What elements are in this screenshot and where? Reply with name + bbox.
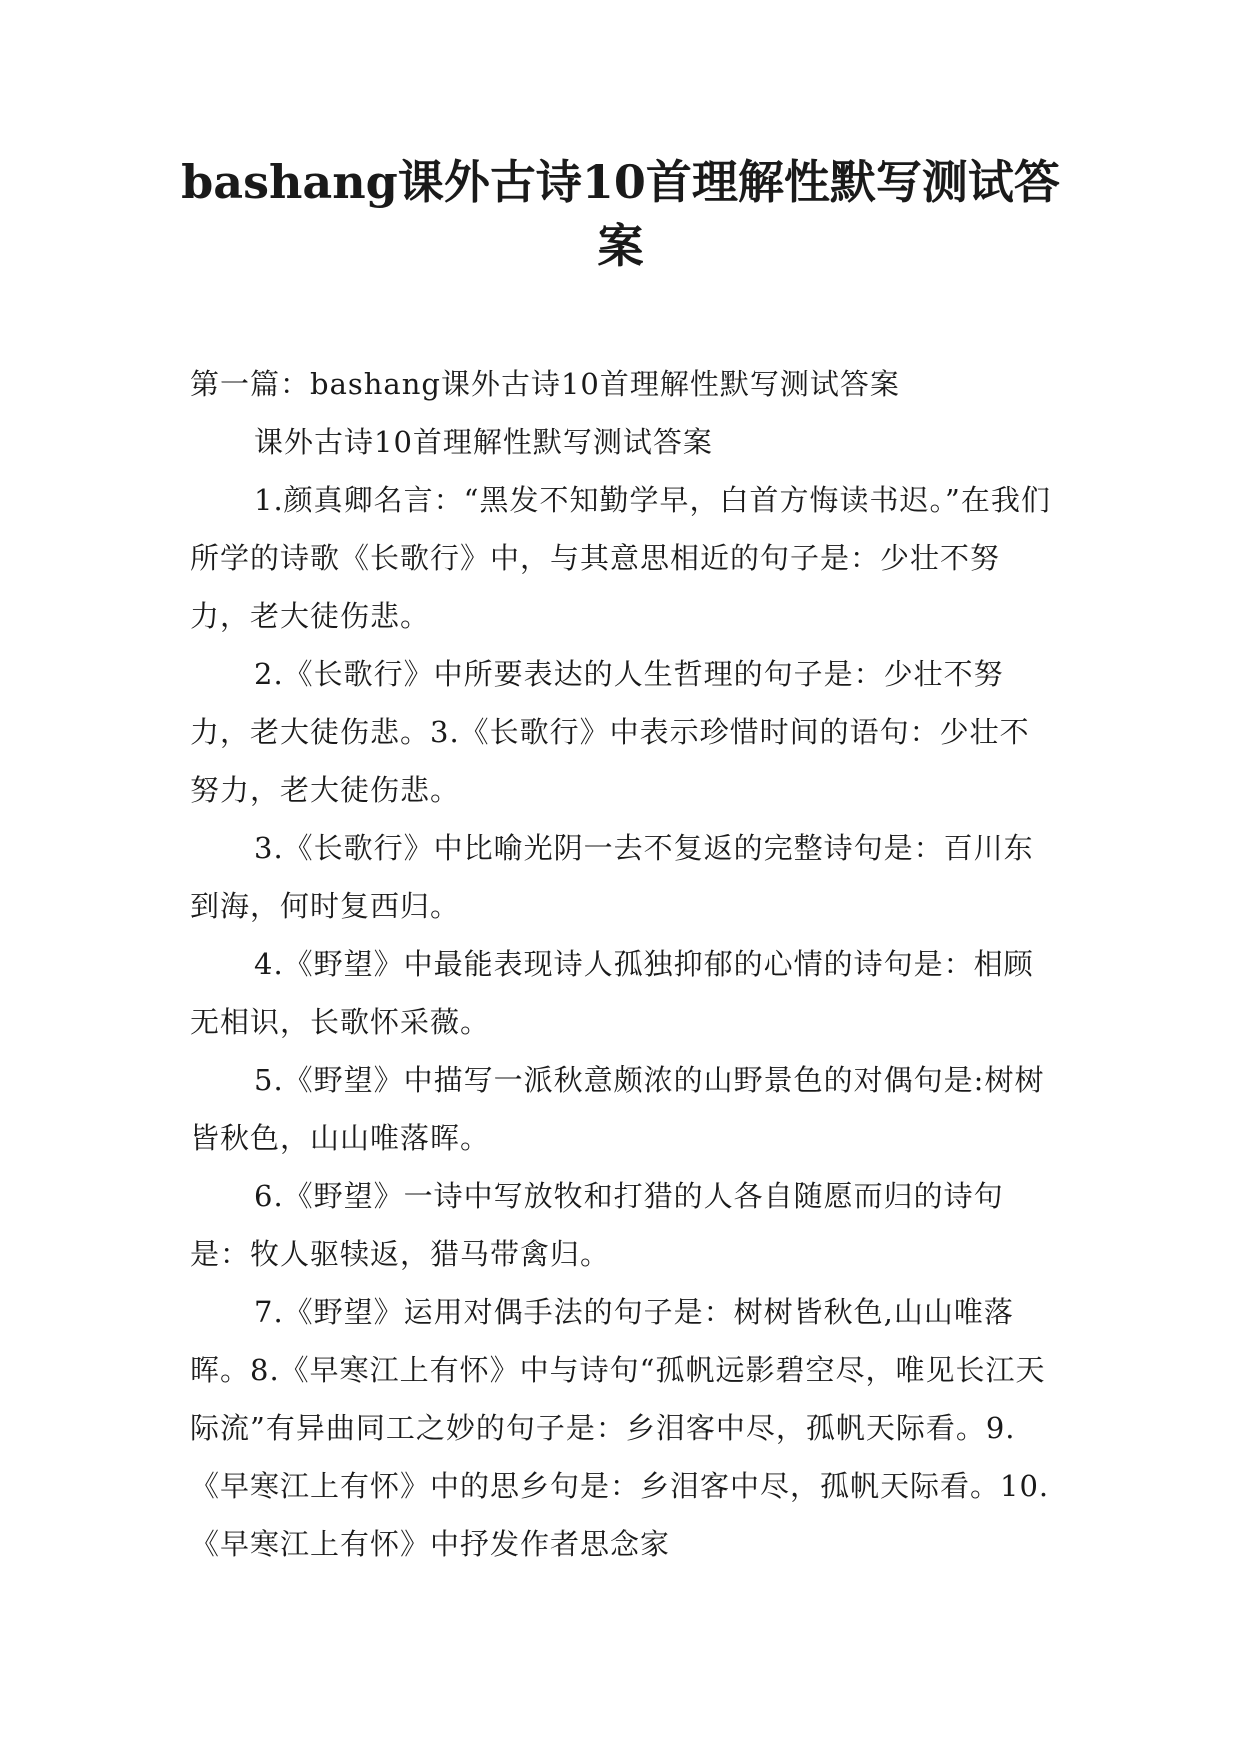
paragraph-4: 4.《野望》中最能表现诗人孤独抑郁的心情的诗句是：相顾无相识，长歌怀采薇。 xyxy=(190,947,1034,1039)
document-body xyxy=(190,355,1052,1573)
paragraph-5: 5.《野望》中描写一派秋意颇浓的山野景色的对偶句是:树树皆秋色，山山唯落晖。 xyxy=(190,1063,1045,1155)
section-heading: 第一篇：bashang课外古诗10首理解性默写测试答案 xyxy=(190,367,900,401)
title-line-1: bashang课外古诗10首理解性默写测试答 xyxy=(181,155,1060,209)
subtitle: 课外古诗10首理解性默写测试答案 xyxy=(254,425,713,459)
document-title xyxy=(150,150,1091,278)
paragraph-7: 7.《野望》运用对偶手法的句子是：树树皆秋色,山山唯落晖。8.《早寒江上有怀》中与诗句“孤帆远影碧空尽，唯见长江天际流”有异曲同工之妙的句子是：乡泪客中尽，孤帆天际看。9.《早寒江上有怀》中的思乡句是：乡泪客中尽，孤帆天际看。10.《早寒江上有怀》中抒发作者思念家 xyxy=(190,1295,1050,1561)
title-line-2: 案 xyxy=(597,219,644,273)
paragraph-2: 2.《长歌行》中所要表达的人生哲理的句子是：少壮不努力，老大徒伤悲。3.《长歌行》中表示珍惜时间的语句：少壮不努力，老大徒伤悲。 xyxy=(190,657,1030,807)
paragraph-3: 3.《长歌行》中比喻光阴一去不复返的完整诗句是：百川东到海，何时复西归。 xyxy=(190,831,1034,923)
paragraph-1: 1.颜真卿名言：“黑发不知勤学早，白首方悔读书迟。”在我们所学的诗歌《长歌行》中，与其意思相近的句子是：少壮不努力，老大徒伤悲。 xyxy=(190,483,1051,633)
paragraph-6: 6.《野望》一诗中写放牧和打猎的人各自随愿而归的诗句是：牧人驱犊返，猎马带禽归。 xyxy=(190,1179,1004,1271)
